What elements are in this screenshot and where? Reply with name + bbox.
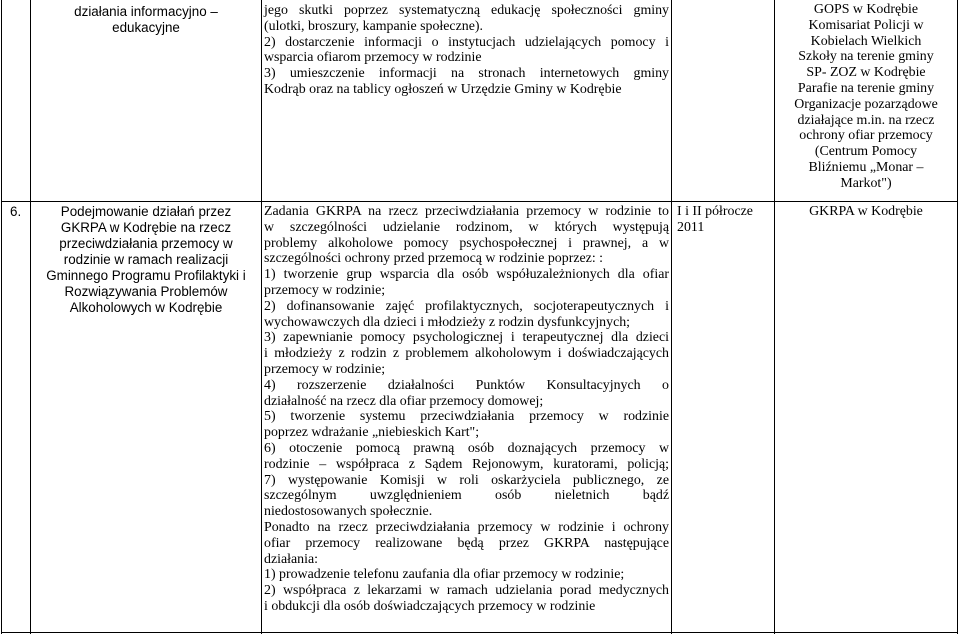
task-text-line: 3) zapewnianie pomocy psychologicznej i terapeutycznej dla dzieci — [264, 330, 669, 346]
partner-text-line: (Centrum Pomocy — [814, 144, 918, 160]
task-text-line: 4) rozszerzenie działalności Punktów Konsultacyjnych o — [264, 377, 669, 393]
partner-text-line: SP- ZOZ w Kodrębie — [806, 65, 926, 81]
task-text-line: działania: — [264, 551, 318, 567]
partner-text-line: Parafie na terenie gminy — [797, 80, 935, 96]
term-cell-row-6 — [677, 204, 772, 236]
task-text-line: rodzinie – współpraca z Sądem Rejonowym, kuratorami, policją; — [264, 456, 669, 472]
table-border-term — [671, 0, 672, 634]
task-text-line: działalność na rzecz dla ofiar przemocy domowej; — [264, 393, 544, 409]
task-text-line: ofiar przemocy realizowane będą przez GKRPA następujące — [264, 535, 669, 551]
task-text-line: szczególnym uwzględnieniem osób nieletnich bądź — [264, 488, 669, 504]
task-text-line: szczególności ochrony przed przemocą w rodzinie poprzez: : — [264, 251, 604, 267]
action-text-line: Podejmowanie działań przez — [60, 204, 232, 219]
task-text-line: 5) tworzenie systemu przeciwdziałania przemocy w rodzinie — [264, 409, 669, 425]
task-text-line: 2) dofinansowanie zajęć profilaktycznych, socjoterapeutycznych i — [264, 298, 669, 314]
partner-text-line: Organizacje pozarządowe — [794, 96, 938, 112]
task-text-line: Kodrąb oraz na tablicy ogłoszeń w Urzędzie Gminy w Kodrębie — [264, 81, 622, 97]
task-text-line: 6) otoczenie pomocą prawną osób doznających przemocy w — [264, 440, 669, 456]
task-text-line: w szczególności udzielanie rodzinom, w których występują — [264, 219, 669, 235]
partner-text-line: Markot") — [840, 175, 892, 191]
action-cell-row-6 — [31, 204, 261, 316]
partner-text-line: Kobielach Wielkich — [810, 33, 922, 49]
partner-text-line: Komisariat Policji w — [808, 17, 924, 33]
term-text-line: I i II półrocze — [677, 204, 753, 219]
partner-text-line: Szkoły na terenie gminy — [798, 49, 934, 65]
term-text-line: 2011 — [677, 219, 705, 235]
table-bottom-border — [1, 632, 958, 633]
row-separator — [1, 201, 958, 202]
task-text-line: Ponadto na rzecz przeciwdziałania przemocy w rodzinie i ochrony — [264, 519, 669, 535]
task-text-line: niedostosowanych społecznie. — [264, 504, 433, 520]
task-text-line: jego skutki poprzez systematyczną edukację społeczności gminy — [264, 3, 669, 18]
action-text-line: Gminnego Programu Profilaktyki i — [46, 268, 246, 283]
partner-text-line: Bliźniemu „Monar – — [808, 159, 924, 175]
partners-cell-prev — [775, 2, 957, 192]
tasks-cell-row-6 — [264, 204, 669, 615]
task-text-line: przemocy w rodzinie; — [264, 361, 386, 377]
task-text-line: wsparcia ofiarom przemocy w rodzinie — [264, 50, 482, 66]
action-text-line: Rozwiązywania Problemów — [64, 284, 228, 299]
task-text-line: wychowawczych dla dzieci i młodzieży z rodzin dysfunkcyjnych; — [264, 314, 631, 330]
task-text-line: Zadania GKRPA na rzecz przeciwdziałania przemocy w rodzinie to — [264, 204, 669, 219]
action-text-line: rodzinie w ramach realizacji — [63, 252, 229, 267]
table-border-action — [30, 0, 31, 634]
action-text-line: GKRPA w Kodrębie na rzecz — [60, 220, 232, 235]
action-cell-prev — [31, 4, 261, 36]
task-text-line: i obdukcji dla osób doświadczających przemocy w rodzinie — [264, 598, 596, 614]
row-number: 6. — [10, 204, 22, 219]
table-border-tasks — [261, 0, 262, 634]
partner-text-line: GOPS w Kodrębie — [813, 2, 919, 17]
tasks-cell-prev — [264, 3, 669, 98]
partner-text-line: działające m.in. na rzecz — [797, 112, 935, 128]
table-border-left — [1, 0, 2, 634]
partners-cell-row-6 — [775, 204, 957, 220]
action-text-line: przeciwdziałania przemocy w — [59, 236, 233, 251]
task-text-line: (ulotki, broszury, kampanie społeczne). — [264, 18, 483, 34]
task-text-line: problemy alkoholowe pomocy psychospołecznej i prawnej, a w — [264, 235, 669, 251]
task-text-line: 7) występowanie Komisji w roli oskarżyciela publicznego, ze — [264, 472, 669, 488]
task-text-line: 3) umieszczenie informacji na stronach internetowych gminy — [264, 66, 669, 82]
task-text-line: 1) tworzenie grup wsparcia dla osób współuzależnionych dla ofiar — [264, 267, 669, 283]
task-text-line: 1) prowadzenie telefonu zaufania dla ofiar przemocy w rodzinie; — [264, 567, 625, 583]
task-text-line: przemocy w rodzinie; — [264, 282, 386, 298]
task-text-line: 2) współpraca z lekarzami w ramach udzielania porad medycznych — [264, 583, 669, 599]
table-border-right — [957, 0, 958, 634]
action-text-line: Alkoholowych w Kodrębie — [69, 300, 223, 315]
task-text-line: poprzez wdrażanie „niebieskich Kart"; — [264, 425, 480, 441]
partner-text-line: ochrony ofiar przemocy — [799, 128, 933, 144]
partner-text-line: GKRPA w Kodrębie — [809, 204, 923, 219]
action-text-line: edukacyjne — [112, 20, 180, 35]
task-text-line: i młodzieży z rodzin z problemem alkoholowym i doświadczających — [264, 346, 669, 362]
task-text-line: 2) dostarczenie informacji o instytucjach udzielających pomocy i — [264, 34, 669, 50]
action-text-line: działania informacyjno – — [74, 4, 218, 19]
